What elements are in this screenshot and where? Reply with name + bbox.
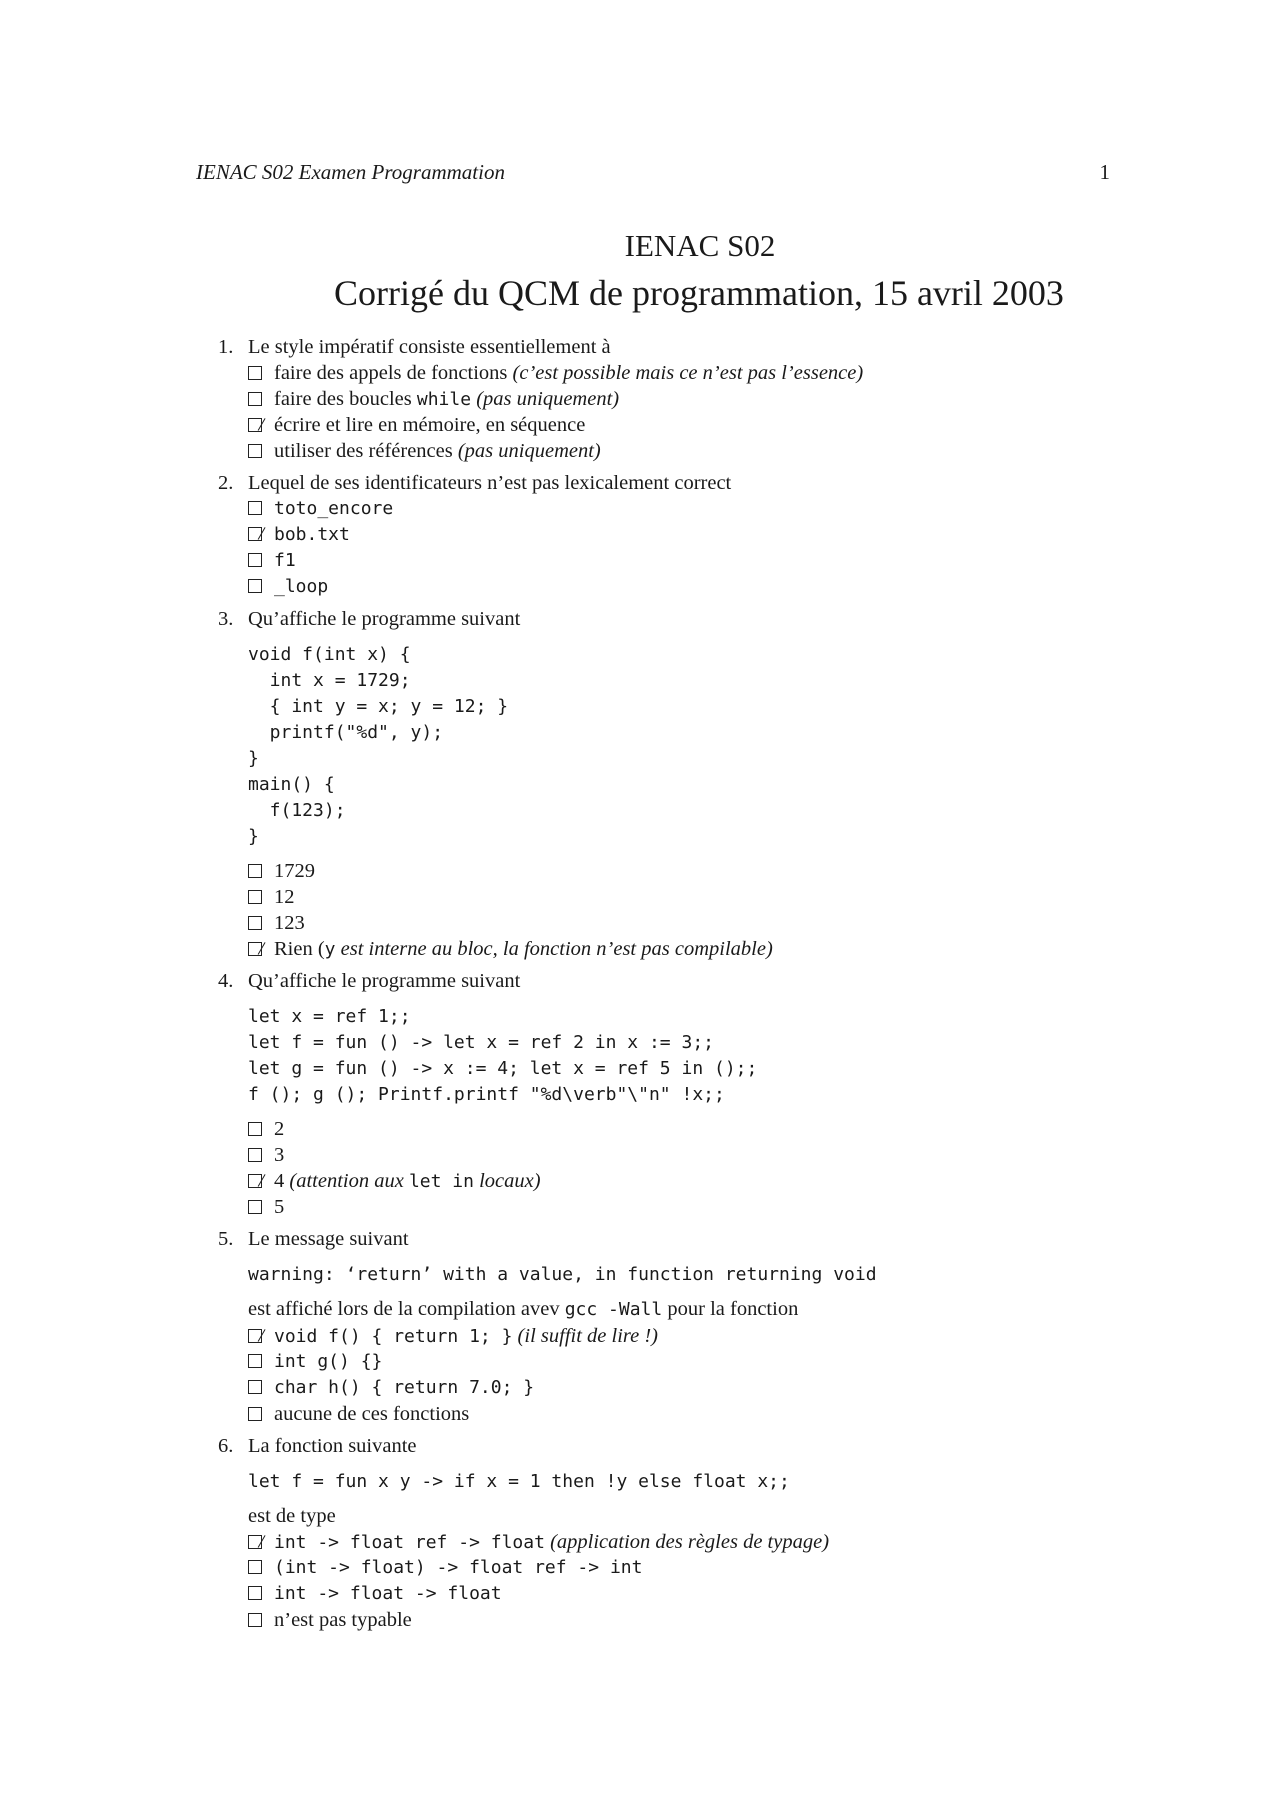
question-text: Qu’affiche le programme suivant xyxy=(248,970,521,992)
option-code: char h() { return 7.0; } xyxy=(274,1377,535,1398)
empty-checkbox-icon xyxy=(248,1407,262,1421)
empty-checkbox-icon xyxy=(248,1122,262,1136)
question-6 xyxy=(218,1433,1118,1633)
empty-checkbox-icon xyxy=(248,1148,262,1162)
document-title: Corrigé du QCM de programmation, 15 avril 2003 xyxy=(334,273,1064,313)
question-number: 2. xyxy=(218,472,234,494)
option xyxy=(248,574,1118,600)
option-text: faire des appels de fonctions xyxy=(274,362,508,384)
option xyxy=(248,910,1118,936)
checked-checkbox-icon xyxy=(248,1535,262,1549)
option xyxy=(248,1607,1118,1633)
option-text: 2 xyxy=(274,1118,285,1140)
empty-checkbox-icon xyxy=(248,366,262,380)
option xyxy=(248,438,1118,464)
page-number: 1 xyxy=(1099,160,1110,184)
empty-checkbox-icon xyxy=(248,1354,262,1368)
checked-checkbox-icon xyxy=(248,527,262,541)
option-code: y xyxy=(324,939,336,960)
question-5 xyxy=(218,1226,1118,1427)
option-code: f1 xyxy=(274,550,296,571)
option-note: (il suffit de lire !) xyxy=(517,1325,658,1347)
question-number: 6. xyxy=(218,1435,234,1457)
question-number: 3. xyxy=(218,608,234,630)
option-correct xyxy=(248,1168,1118,1194)
option-code: while xyxy=(416,389,472,410)
option xyxy=(248,496,1118,522)
checked-checkbox-icon xyxy=(248,942,262,956)
option xyxy=(248,1401,1118,1427)
option-text: écrire et lire en mémoire, en séquence xyxy=(274,414,586,436)
empty-checkbox-icon xyxy=(248,890,262,904)
question-followup xyxy=(248,1296,1118,1323)
option-note: ( xyxy=(317,938,325,960)
question-number: 1. xyxy=(218,336,234,358)
empty-checkbox-icon xyxy=(248,1586,262,1600)
option-code: (int -> float) -> float ref -> int xyxy=(274,1557,643,1578)
empty-checkbox-icon xyxy=(248,392,262,406)
option xyxy=(248,360,1118,386)
code-block: void f(int x) { int x = 1729; { int y = x; y = 12; } printf("%d", y); } main() { f(123); } xyxy=(248,644,509,847)
option xyxy=(248,386,1118,412)
question-text: Lequel de ses identificateurs n’est pas lexicalement correct xyxy=(248,472,732,494)
empty-checkbox-icon xyxy=(248,501,262,515)
empty-checkbox-icon xyxy=(248,916,262,930)
option-code: _loop xyxy=(274,576,329,597)
running-title: IENAC S02 Examen Programmation xyxy=(196,160,505,184)
code-block: let f = fun x y -> if x = 1 then !y else float x;; xyxy=(248,1471,790,1492)
followup-text: est affiché lors de la compilation avev xyxy=(248,1298,560,1320)
option-correct xyxy=(248,522,1118,548)
question-number: 4. xyxy=(218,970,234,992)
empty-checkbox-icon xyxy=(248,579,262,593)
option-note: (c’est possible mais ce n’est pas l’essence) xyxy=(512,362,864,384)
option-note: (pas uniquement) xyxy=(476,388,620,410)
empty-checkbox-icon xyxy=(248,553,262,567)
option-code: void f() { return 1; } xyxy=(274,1326,513,1347)
option-note: locaux) xyxy=(479,1170,541,1192)
checked-checkbox-icon xyxy=(248,418,262,432)
option-text: 12 xyxy=(274,886,295,908)
checked-checkbox-icon xyxy=(248,1329,262,1343)
question-list xyxy=(218,334,1118,1639)
code-block: warning: ‘return’ with a value, in function returning void xyxy=(248,1264,877,1285)
question-2 xyxy=(218,470,1118,600)
question-followup: est de type xyxy=(248,1505,336,1527)
option-code: int -> float -> float xyxy=(274,1583,502,1604)
inline-code: gcc -Wall xyxy=(564,1299,663,1320)
question-1 xyxy=(218,334,1118,464)
option-note: (application des règles de typage) xyxy=(550,1531,830,1553)
empty-checkbox-icon xyxy=(248,864,262,878)
code-block: let x = ref 1;; let f = fun () -> let x = ref 2 in x := 3;; let g = fun () -> x := 4; let x = ref 5 in ();; f (); g (); Printf.printf "%d\verb"\"n" !x;; xyxy=(248,1006,758,1105)
empty-checkbox-icon xyxy=(248,1560,262,1574)
option-text: utiliser des références xyxy=(274,440,453,462)
option xyxy=(248,1349,1118,1375)
option xyxy=(248,1375,1118,1401)
option xyxy=(248,1142,1118,1168)
empty-checkbox-icon xyxy=(248,1380,262,1394)
followup-text: pour la fonction xyxy=(667,1298,799,1320)
option xyxy=(248,1555,1118,1581)
question-text: Le message suivant xyxy=(248,1228,409,1250)
option-text: faire des boucles xyxy=(274,388,412,410)
empty-checkbox-icon xyxy=(248,1200,262,1214)
option-correct xyxy=(248,936,1118,962)
option xyxy=(248,1581,1118,1607)
option-text: 5 xyxy=(274,1196,285,1218)
option-code: let in xyxy=(408,1171,474,1192)
option xyxy=(248,1194,1118,1220)
question-text: Qu’affiche le programme suivant xyxy=(248,608,521,630)
option-note: est interne au bloc, la fonction n’est pas compilable) xyxy=(340,938,773,960)
document-subtitle: IENAC S02 xyxy=(624,228,776,263)
option xyxy=(248,858,1118,884)
option-correct xyxy=(248,1323,1118,1349)
option-text: Rien xyxy=(274,938,313,960)
option-text: aucune de ces fonctions xyxy=(274,1403,470,1425)
option xyxy=(248,548,1118,574)
option-correct xyxy=(248,412,1118,438)
option-correct xyxy=(248,1529,1118,1555)
option-text: 3 xyxy=(274,1144,285,1166)
checked-checkbox-icon xyxy=(248,1174,262,1188)
option xyxy=(248,884,1118,910)
option-text: 4 xyxy=(274,1170,285,1192)
empty-checkbox-icon xyxy=(248,444,262,458)
empty-checkbox-icon xyxy=(248,1613,262,1627)
option-text: 1729 xyxy=(274,860,315,882)
option-code: int g() {} xyxy=(274,1351,383,1372)
running-header xyxy=(196,160,1110,190)
question-3 xyxy=(218,606,1118,962)
option-note: (attention aux xyxy=(289,1170,404,1192)
option-text: n’est pas typable xyxy=(274,1609,412,1631)
option xyxy=(248,1116,1118,1142)
option-text: 123 xyxy=(274,912,305,934)
question-4 xyxy=(218,968,1118,1220)
question-number: 5. xyxy=(218,1228,234,1250)
option-code: int -> float ref -> float xyxy=(274,1532,545,1553)
option-code: bob.txt xyxy=(274,524,350,545)
question-text: La fonction suivante xyxy=(248,1435,417,1457)
option-code: toto_encore xyxy=(274,498,394,519)
option-note: (pas uniquement) xyxy=(457,440,601,462)
question-text: Le style impératif consiste essentiellement à xyxy=(248,336,611,358)
